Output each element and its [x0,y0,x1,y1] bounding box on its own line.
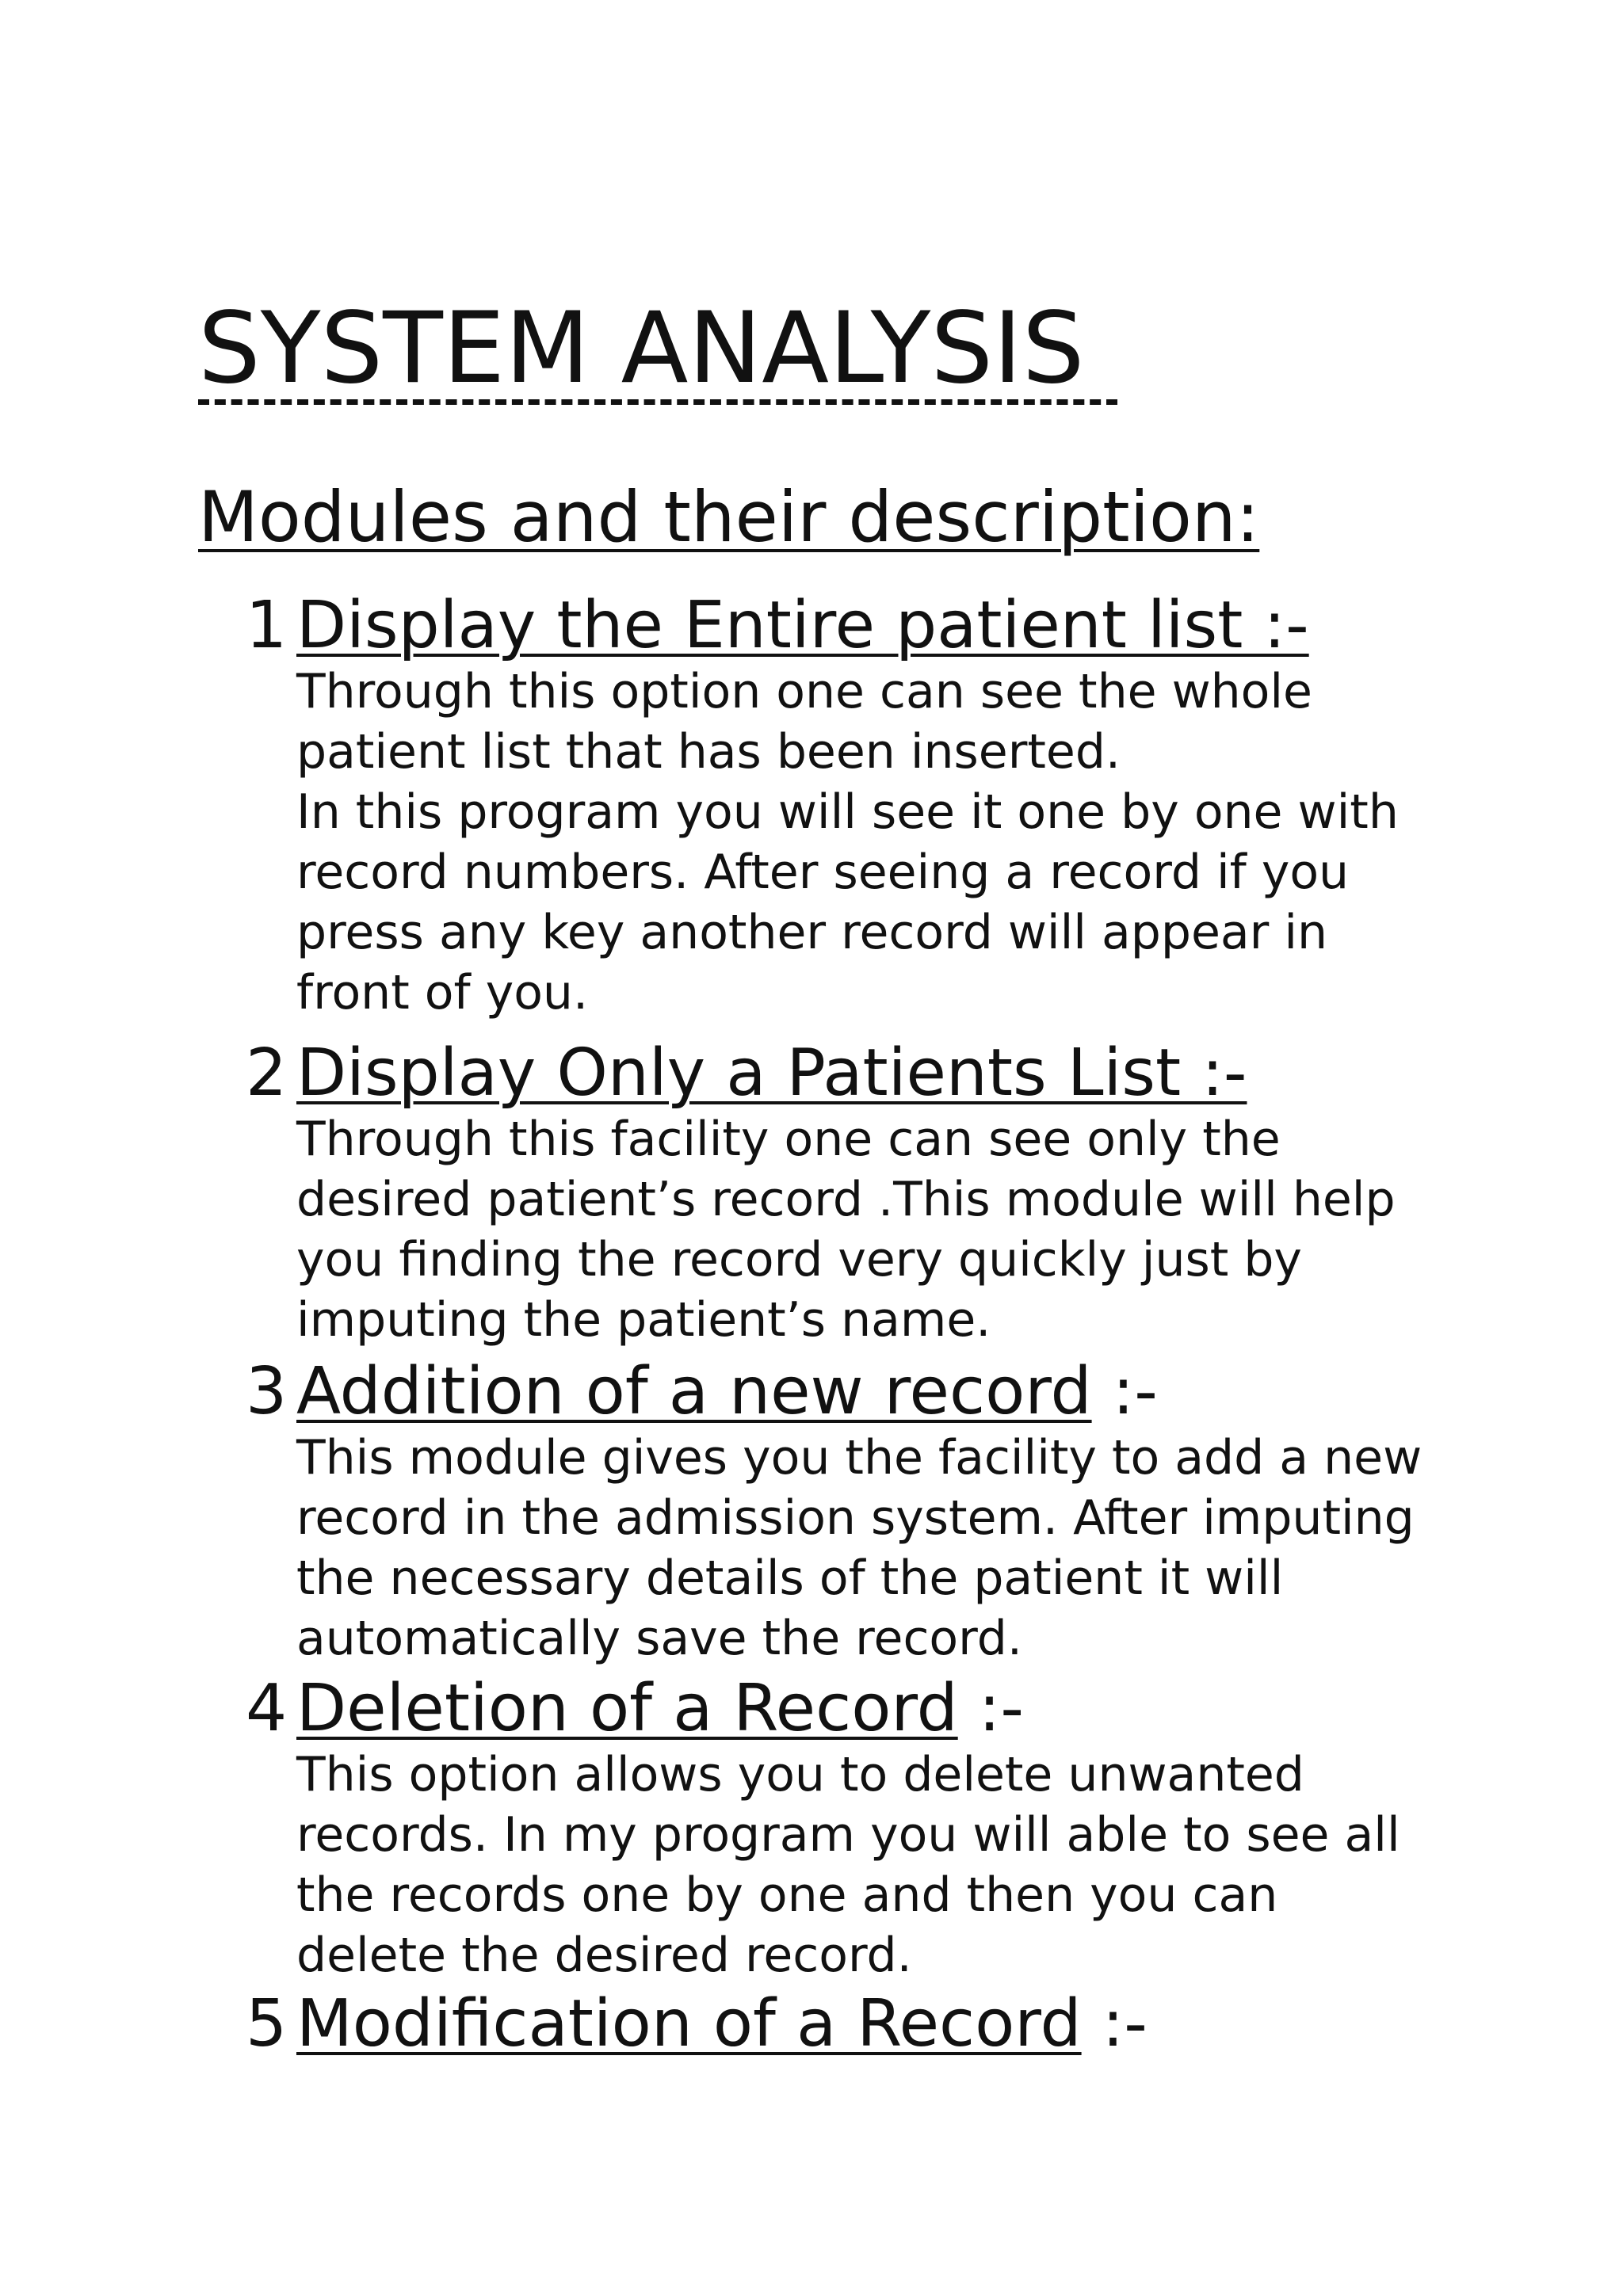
module-heading [246,590,1434,662]
module-title [296,590,1309,662]
page-title-text: SYSTEM ANALYSIS [198,292,1085,406]
module-paragraph: In this program you will see it one by one with record numbers. After seeing a record if you press any key another record will appear in front of you. [296,784,1399,1020]
module-title-suffix: :- [957,1671,1024,1746]
module-title [296,1356,1158,1428]
module-number: 4 [246,1671,288,1746]
module-title [296,1986,1148,2061]
module-item-3 [246,1356,1434,1669]
module-paragraph: This module gives you the facility to add a new record in the admission system. After imputing the necessary details of the patient it will automatically save the record. [296,1430,1423,1666]
module-paragraph: This option allows you to delete unwanted records. In my program you will able to see all the records one by one and then you can delete the desired record. [296,1747,1400,1983]
module-paragraph: Through this facility one can see only the desired patient’s record .This module will help you finding the record very quickly just by imputing the patient’s name. [296,1112,1396,1348]
title-dashed-underline [198,399,1117,405]
module-description [296,1745,1438,1985]
module-number: 2 [246,1035,288,1111]
module-title-text: Display the Entire patient list :- [296,588,1309,663]
module-title [296,1673,1024,1745]
module-item-1 [246,590,1434,1023]
module-heading [246,1986,1434,2061]
module-number: 3 [246,1354,288,1429]
module-description [296,662,1438,1023]
module-title [296,1035,1247,1111]
section-subtitle: Modules and their description: [198,476,1260,558]
module-title-suffix: :- [1091,1354,1158,1429]
module-heading [246,1356,1434,1428]
module-title-text: Deletion of a Record [296,1671,958,1746]
module-heading [246,1035,1434,1111]
module-item-4 [246,1673,1434,1985]
module-title-text: Addition of a new record [296,1354,1092,1429]
module-item-2 [246,1035,1434,1350]
module-number: 5 [246,1986,288,2061]
module-title-text: Modification of a Record [296,1986,1082,2061]
page-title [198,292,1085,406]
module-description [296,1109,1438,1350]
module-paragraph: Through this option one can see the whole patient list that has been inserted. [296,664,1312,780]
module-item-5 [246,1986,1434,2061]
module-title-suffix: :- [1081,1986,1148,2061]
module-number: 1 [246,588,288,663]
module-description [296,1428,1438,1669]
module-title-text: Display Only a Patients List :- [296,1035,1247,1111]
module-heading [246,1673,1434,1745]
